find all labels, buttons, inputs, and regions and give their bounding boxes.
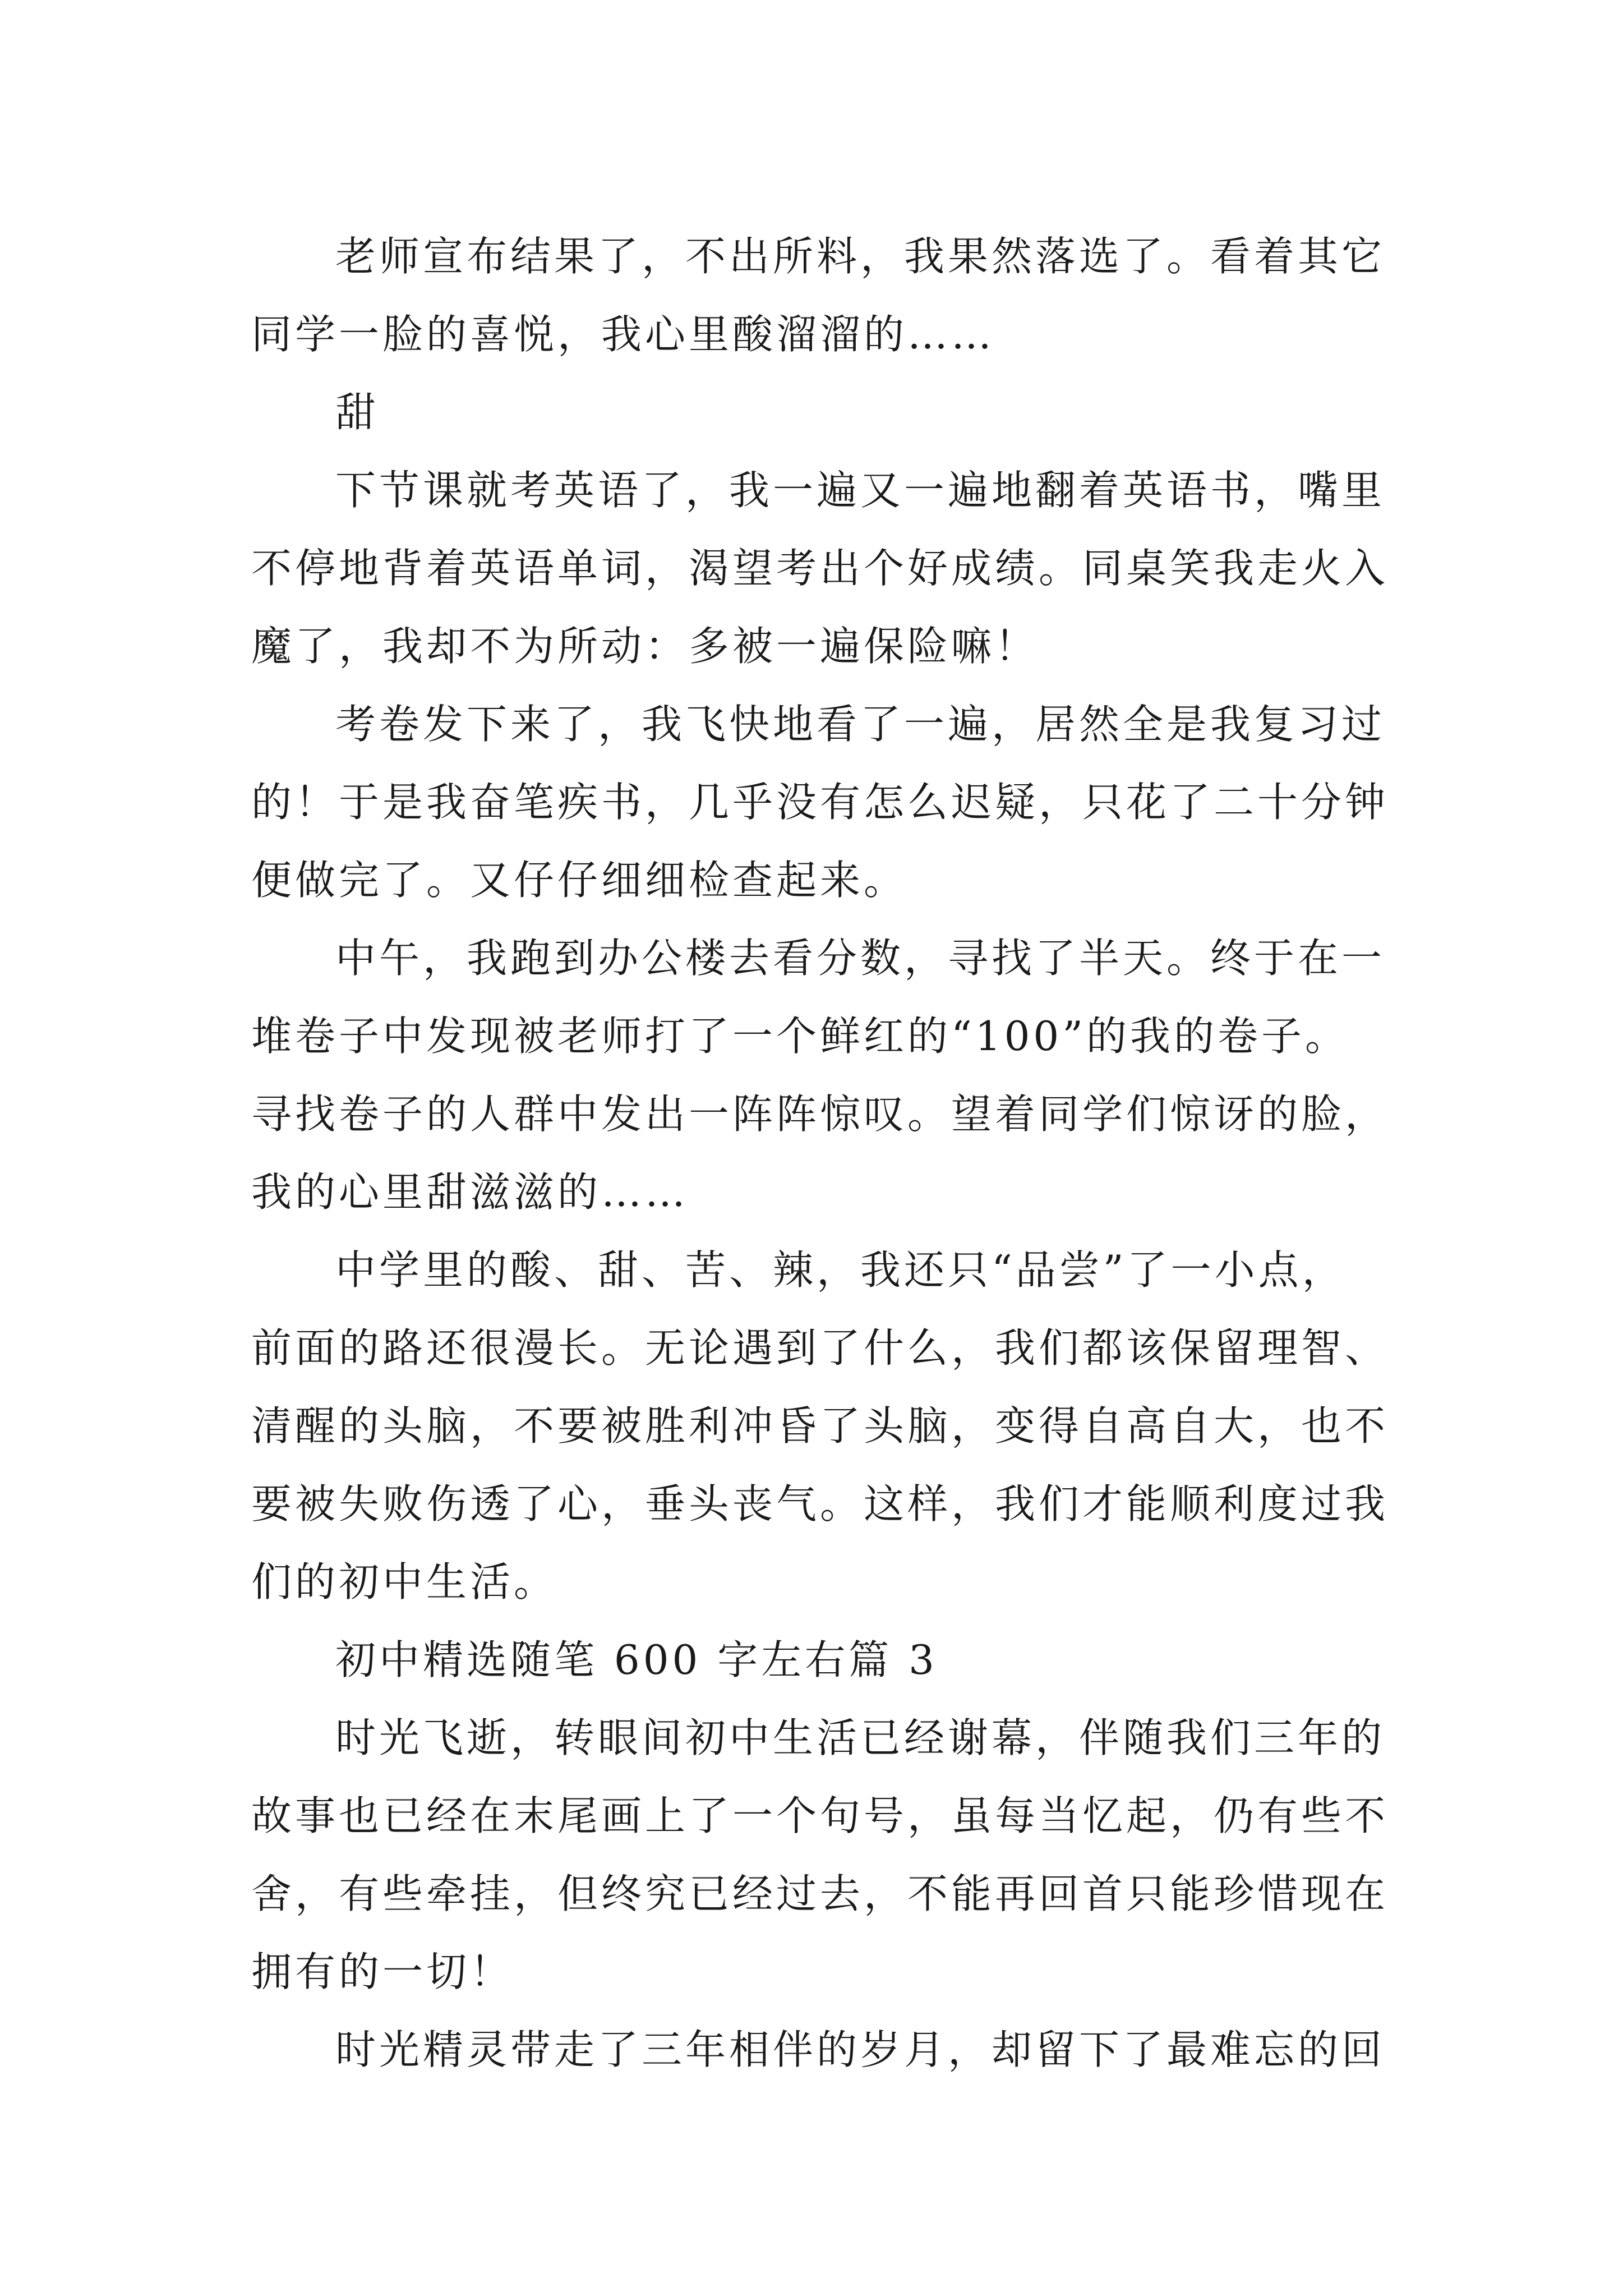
paragraph-line: 时光精灵带走了三年相伴的岁月，却留下了最难忘的回 xyxy=(335,2026,1386,2073)
paragraph-line: 不停地背着英语单词，渴望考出个好成绩。同桌笑我走火入 xyxy=(251,545,1389,592)
paragraph-line: 清醒的头脑，不要被胜利冲昏了头脑，变得自高自大，也不 xyxy=(251,1402,1389,1450)
paragraph-line: 要被失败伤透了心，垂头丧气。这样，我们才能顺利度过我 xyxy=(251,1480,1389,1527)
document-body xyxy=(251,218,1389,2089)
paragraph-line: 前面的路还很漫长。无论遇到了什么，我们都该保留理智、 xyxy=(251,1324,1389,1372)
section-heading: 初中精选随笔 600 字左右篇 3 xyxy=(335,1636,938,1683)
paragraph-line: 故事也已经在末尾画上了一个句号，虽每当忆起，仍有些不 xyxy=(251,1792,1389,1839)
paragraph-line: 便做完了。又仔仔细细检查起来。 xyxy=(251,857,908,904)
paragraph-line: 中午，我跑到办公楼去看分数，寻找了半天。终于在一 xyxy=(335,935,1386,982)
paragraph-line: 考卷发下来了，我飞快地看了一遍，居然全是我复习过 xyxy=(335,701,1386,748)
paragraph-line: 中学里的酸、甜、苦、辣，我还只“品尝”了一小点， xyxy=(335,1246,1346,1294)
paragraph-line: 魔了，我却不为所动：多被一遍保险嘛！ xyxy=(251,623,1039,670)
paragraph-line: 拥有的一切！ xyxy=(251,1948,514,1995)
section-heading: 甜 xyxy=(335,389,380,436)
paragraph-line: 下节课就考英语了，我一遍又一遍地翻着英语书，嘴里 xyxy=(335,467,1386,514)
paragraph-line: 舍，有些牵挂，但终究已经过去，不能再回首只能珍惜现在 xyxy=(251,1870,1389,1917)
paragraph-line: 的！于是我奋笔疾书，几乎没有怎么迟疑，只花了二十分钟 xyxy=(251,779,1389,826)
paragraph-line: 老师宣布结果了，不出所料，我果然落选了。看着其它 xyxy=(335,233,1386,280)
paragraph-line: 时光飞逝，转眼间初中生活已经谢幕，伴随我们三年的 xyxy=(335,1714,1386,1761)
paragraph-line: 我的心里甜滋滋的…… xyxy=(251,1168,689,1216)
paragraph-line: 们的初中生活。 xyxy=(251,1558,558,1605)
paragraph-line: 寻找卷子的人群中发出一阵阵惊叹。望着同学们惊讶的脸， xyxy=(251,1091,1389,1138)
paragraph-line: 同学一脸的喜悦，我心里酸溜溜的…… xyxy=(251,311,995,358)
paragraph-line: 堆卷子中发现被老师打了一个鲜红的“100”的我的卷子。 xyxy=(251,1013,1349,1060)
